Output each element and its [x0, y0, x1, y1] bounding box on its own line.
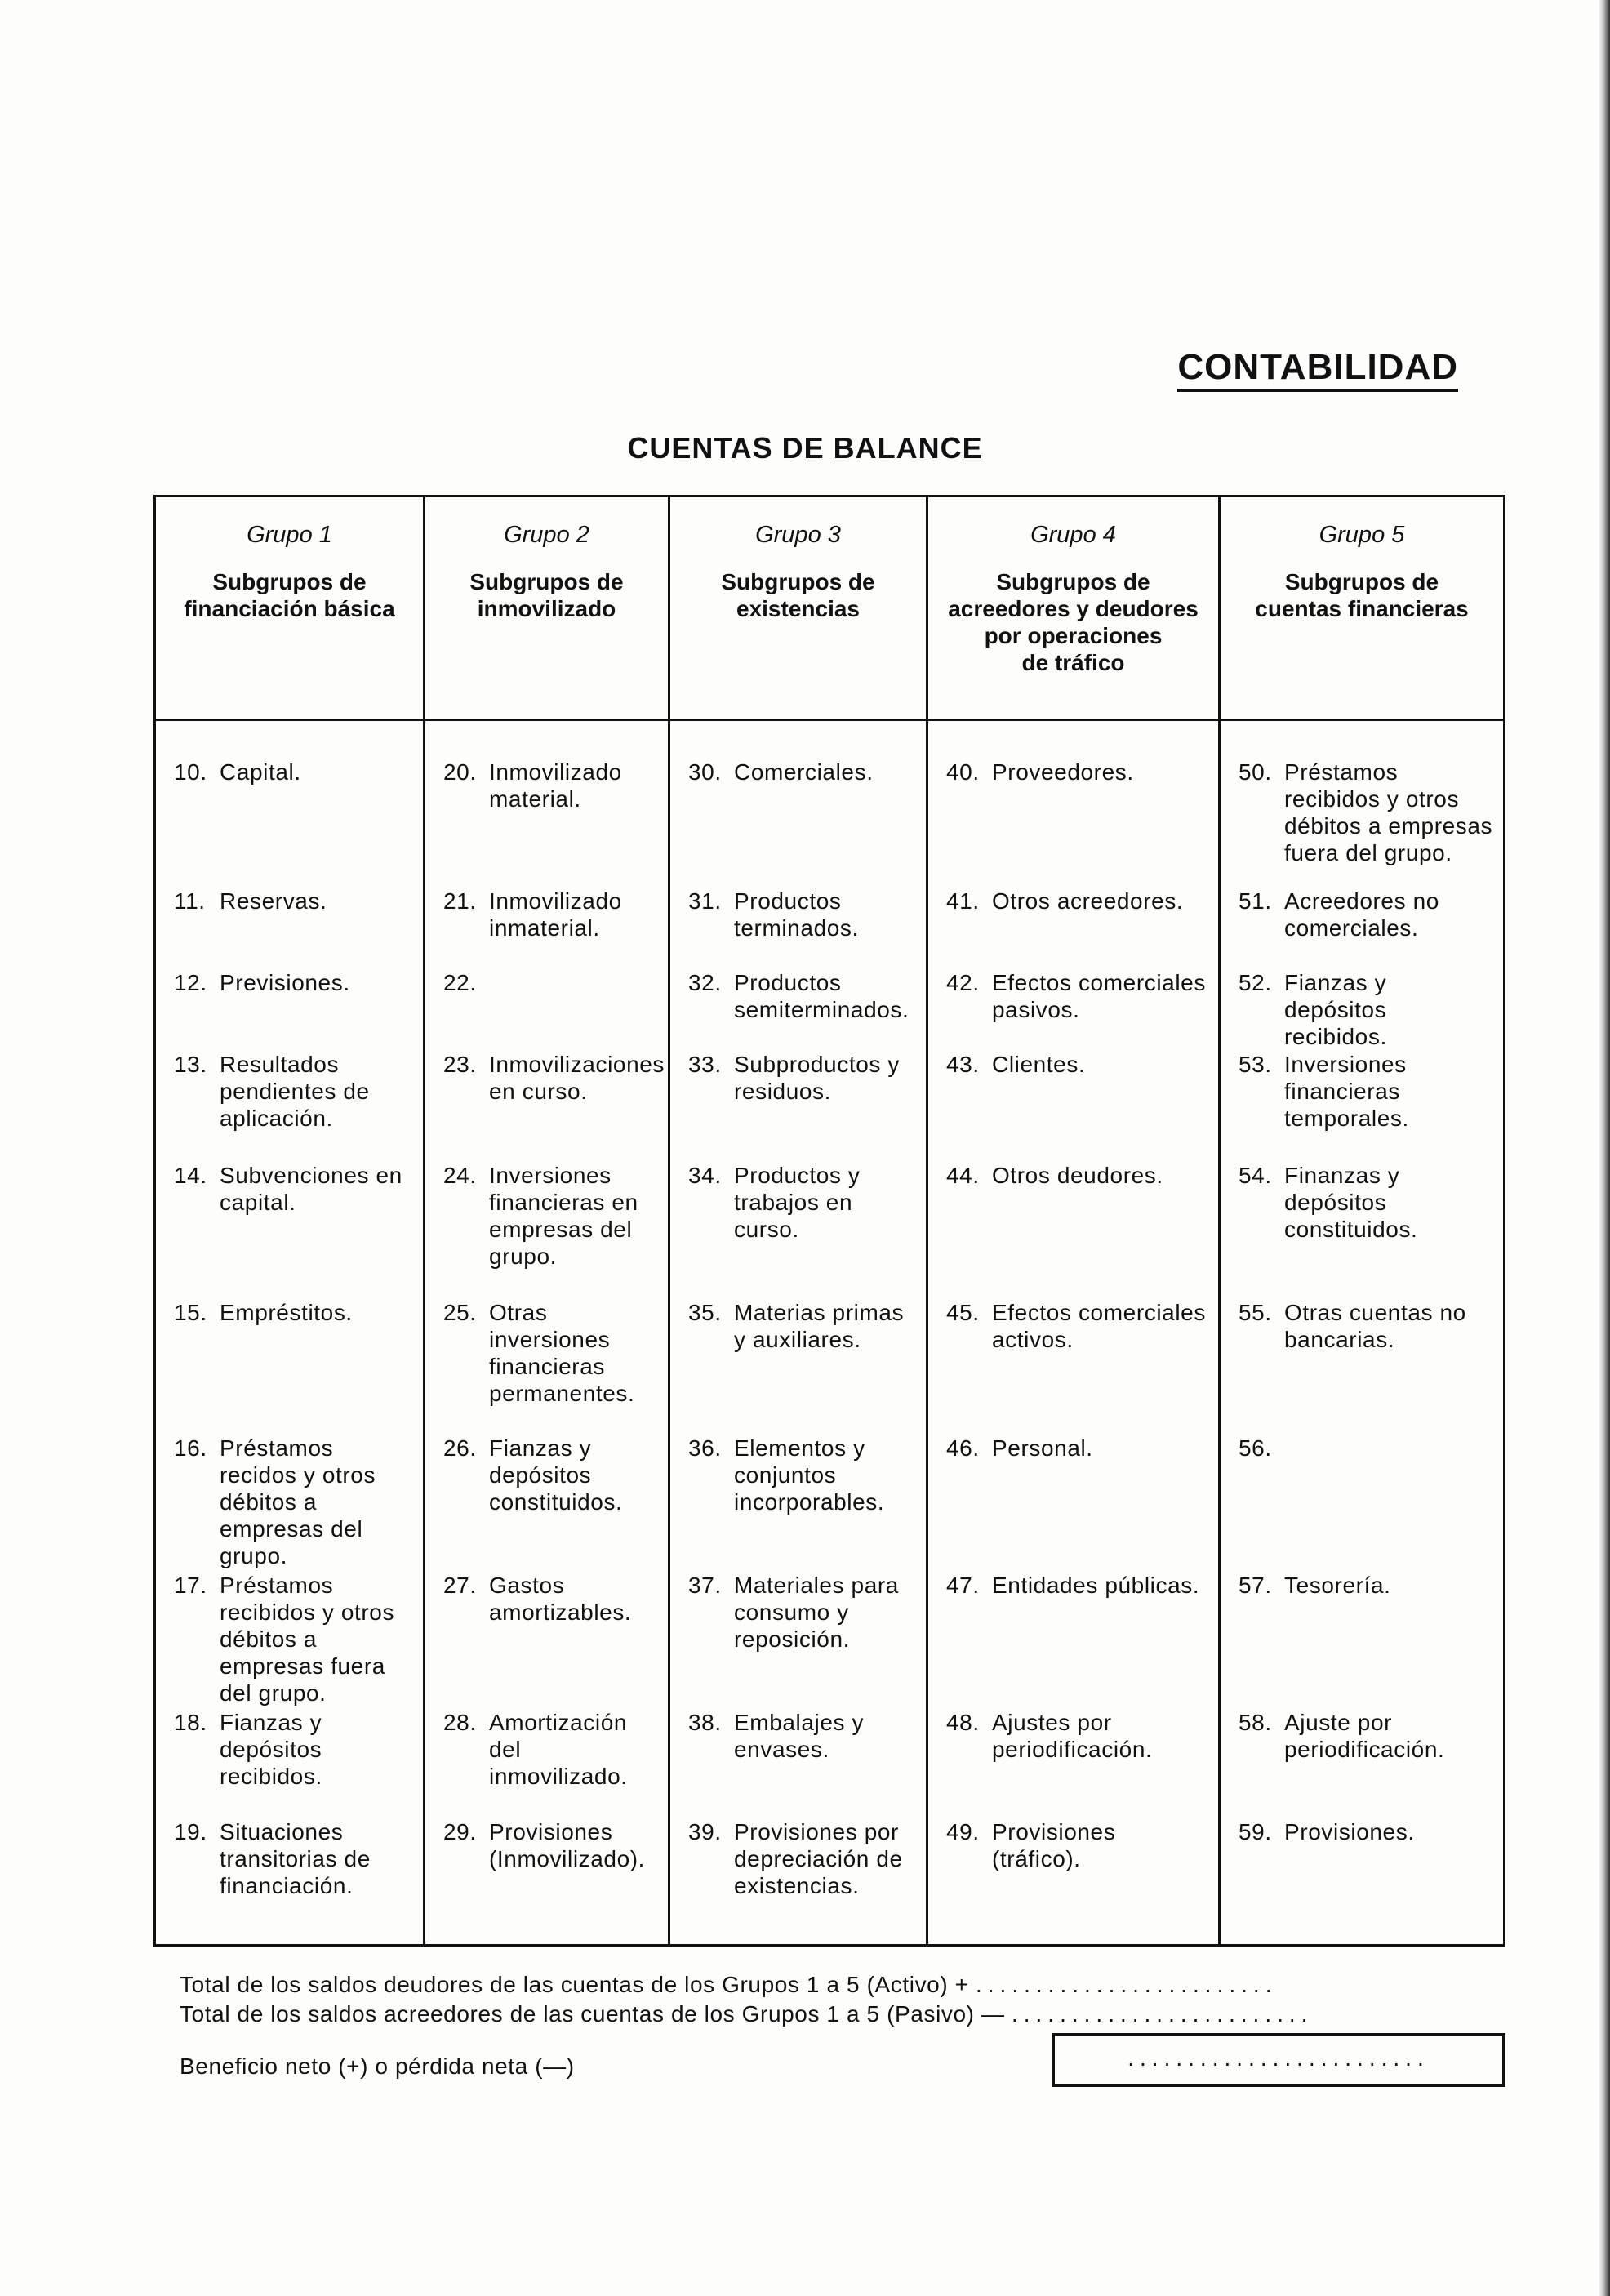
page-edge	[1599, 0, 1610, 2296]
account-item: 59. Provisiones.	[1239, 1819, 1415, 1844]
account-item: 51. Acreedores no comerciales.	[1239, 888, 1439, 941]
account-item: 14. Subvenciones en capital.	[174, 1163, 402, 1215]
account-item: 18. Fianzas y depósitos recibidos.	[174, 1710, 322, 1789]
account-item: 33. Subproductos y residuos.	[688, 1052, 900, 1104]
column-grupo-1	[156, 497, 425, 1944]
column-grupo-4	[928, 497, 1221, 1944]
account-item: 27. Gastos amortizables.	[443, 1573, 632, 1625]
total-activo-label: Total de los saldos deudores de las cuentas de los Grupos 1 a 5 (Activo) +	[180, 1972, 969, 1997]
column-header	[425, 497, 668, 721]
column-header	[156, 497, 423, 721]
account-item: 42. Efectos comerciales pasivos.	[946, 970, 1206, 1022]
account-item: 16. Préstamos recidos y otros débitos a empresas del grupo.	[174, 1435, 376, 1568]
account-item: 19. Situaciones transitorias de financiación.	[174, 1819, 371, 1898]
total-pasivo-label: Total de los saldos acreedores de las cuentas de los Grupos 1 a 5 (Pasivo) —	[180, 2001, 1005, 2027]
account-item: 45. Efectos comerciales activos.	[946, 1300, 1206, 1352]
account-item: 30. Comerciales.	[688, 759, 874, 785]
header-title: CONTABILIDAD	[1177, 346, 1458, 392]
account-item: 28. Amortización del inmovilizado.	[443, 1710, 628, 1789]
account-item: 53. Inversiones financieras temporales.	[1239, 1052, 1409, 1131]
account-item: 35. Materias primas y auxiliares.	[688, 1300, 905, 1352]
account-item: 48. Ajustes por periodificación.	[946, 1710, 1153, 1762]
account-item: 13. Resultados pendientes de aplicación.	[174, 1052, 370, 1131]
subgroup-title: Subgrupos de financiación básica	[184, 569, 395, 621]
grupo-label: Grupo 4	[1030, 522, 1116, 548]
account-item: 49. Provisiones (tráfico).	[946, 1819, 1116, 1871]
account-item: 55. Otras cuentas no bancarias.	[1239, 1300, 1466, 1352]
account-item: 34. Productos y trabajos en curso.	[688, 1163, 861, 1242]
account-item: 32. Productos semiterminados.	[688, 970, 910, 1022]
resultado-label: Beneficio neto (+) o pérdida neta (—)	[180, 2053, 575, 2079]
subgroup-title: Subgrupos de cuentas financieras	[1255, 569, 1469, 621]
total-pasivo-line	[180, 2000, 1494, 2028]
dot-leader: .........................	[1011, 2001, 1314, 2027]
account-item: 38. Embalajes y envases.	[688, 1710, 865, 1762]
column-grupo-2	[425, 497, 670, 1944]
subgroup-title: Subgrupos de inmovilizado	[469, 569, 624, 621]
dot-leader: .........................	[1127, 2045, 1430, 2071]
account-item: 10. Capital.	[174, 759, 301, 785]
account-item: 46. Personal.	[946, 1435, 1093, 1461]
dot-leader: .........................	[976, 1972, 1278, 1997]
subgroup-title: Subgrupos de acreedores y deudores por operaciones de tráfico	[948, 569, 1199, 675]
section-title: CUENTAS DE BALANCE	[627, 431, 983, 465]
account-item: 24. Inversiones financieras en empresas del grupo.	[443, 1163, 638, 1269]
account-item: 37. Materiales para consumo y reposición.	[688, 1573, 899, 1652]
account-item: 44. Otros deudores.	[946, 1163, 1163, 1188]
account-item: 15. Empréstitos.	[174, 1300, 353, 1325]
resultado-box	[1052, 2033, 1505, 2087]
account-item: 54. Finanzas y depósitos constituidos.	[1239, 1163, 1418, 1242]
account-item: 41. Otros acreedores.	[946, 888, 1184, 914]
account-item: 31. Productos terminados.	[688, 888, 859, 941]
account-item: 47. Entidades públicas.	[946, 1573, 1200, 1598]
accounts-table	[153, 495, 1505, 1947]
account-item: 25. Otras inversiones financieras permanentes.	[443, 1300, 635, 1406]
account-item: 11. Reservas.	[174, 888, 327, 914]
total-activo-line	[180, 1971, 1494, 1999]
account-item: 50. Préstamos recibidos y otros débitos a empresas fuera del grupo.	[1239, 759, 1493, 865]
column-header	[670, 497, 926, 721]
account-item: 22.	[443, 970, 477, 995]
account-item: 12. Previsiones.	[174, 970, 350, 995]
column-grupo-5	[1221, 497, 1503, 1944]
account-item: 39. Provisiones por depreciación de existencias.	[688, 1819, 903, 1898]
account-item: 57. Tesorería.	[1239, 1573, 1391, 1598]
column-grupo-3	[670, 497, 928, 1944]
account-item: 23. Inmovilizaciones en curso.	[443, 1052, 665, 1104]
grupo-label: Grupo 2	[504, 522, 589, 548]
account-item: 20. Inmovilizado material.	[443, 759, 622, 812]
account-item: 56.	[1239, 1435, 1272, 1461]
account-item: 21. Inmovilizado inmaterial.	[443, 888, 622, 941]
grupo-label: Grupo 1	[247, 522, 332, 548]
column-header	[928, 497, 1218, 721]
account-item: 40. Proveedores.	[946, 759, 1134, 785]
account-item: 17. Préstamos recibidos y otros débitos a empresas fuera del grupo.	[174, 1573, 395, 1706]
account-item: 58. Ajuste por periodificación.	[1239, 1710, 1445, 1762]
account-item: 36. Elementos y conjuntos incorporables.	[688, 1435, 885, 1515]
grupo-label: Grupo 5	[1319, 522, 1405, 548]
account-item: 43. Clientes.	[946, 1052, 1086, 1077]
account-item: 52. Fianzas y depósitos recibidos.	[1239, 970, 1387, 1049]
resultado-line	[180, 2053, 996, 2080]
column-header	[1221, 497, 1503, 721]
subgroup-title: Subgrupos de existencias	[721, 569, 875, 621]
grupo-label: Grupo 3	[755, 522, 841, 548]
account-item: 29. Provisiones (Inmovilizado).	[443, 1819, 646, 1871]
account-item: 26. Fianzas y depósitos constituidos.	[443, 1435, 623, 1515]
